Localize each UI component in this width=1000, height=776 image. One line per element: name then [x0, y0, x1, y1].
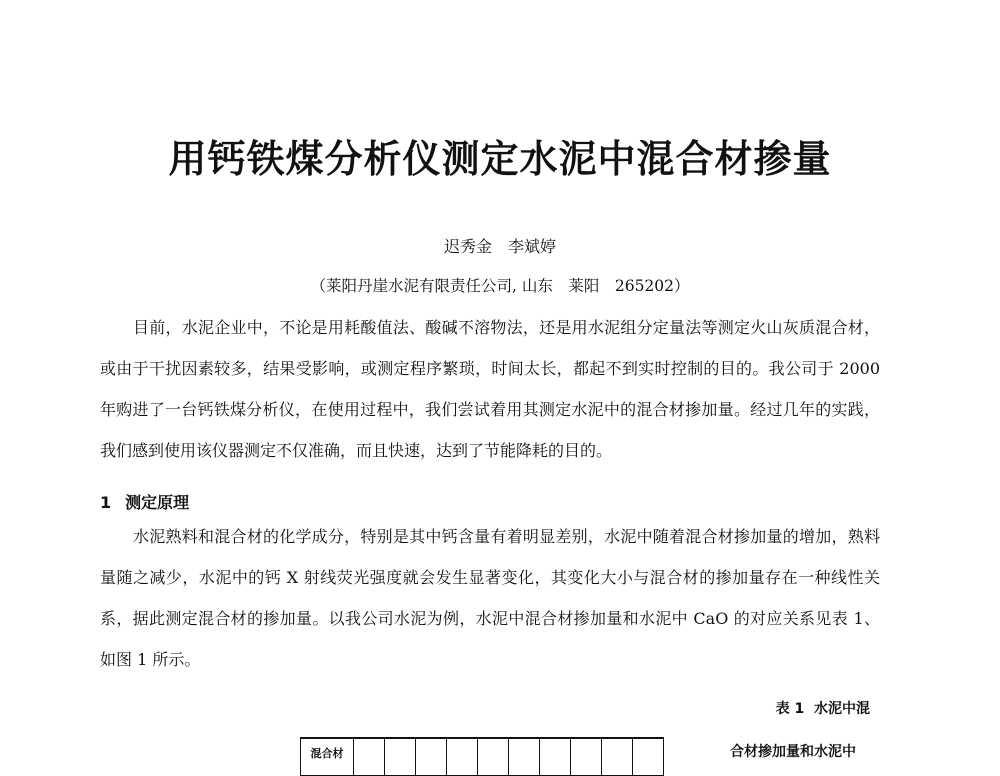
data-table: [300, 737, 664, 776]
table-cell: [571, 738, 602, 776]
table-cell: [354, 738, 385, 776]
intro-paragraph: 目前，水泥企业中，不论是用耗酸值法、酸碱不溶物法，还是用水泥组分定量法等测定火山灰质混合材，或由于干扰因素较多，结果受影响，或测定程序繁琐，时间太长，都起不到实时控制的目的。我公司于 2000 年购进了一台钙铁煤分析仪，在使用过程中，我们尝试着用其测定水泥中的混合材掺加量。经过几年的实践，我们感到使用该仪器测定不仅准确，而且快速，达到了节能降耗的目的。: [100, 318, 880, 460]
author-list: 迟秀金 李斌婷: [443, 237, 556, 256]
table-cell: [633, 738, 664, 776]
table-caption-label: 表 1: [775, 701, 805, 717]
table-cell: [447, 738, 478, 776]
principle-paragraph: 水泥熟料和混合材的化学成分，特别是其中钙含量有着明显差别，水泥中随着混合材掺加量的增加，熟料量随之减少，水泥中的钙 X 射线荧光强度就会发生显著变化，其变化大小与混合材的掺加量存在一种线性关系，据此测定混合材的掺加量。以我公司水泥为例，水泥中混合材掺加量和水泥中 CaO 的对应关系见表 1、如图 1 所示。: [100, 527, 880, 669]
affiliation: （莱阳丹崖水泥有限责任公司, 山东 莱阳 265202）: [310, 277, 690, 295]
table-header-cell: 混合材: [301, 738, 354, 776]
table-caption: [776, 698, 870, 718]
table-cell: [416, 738, 447, 776]
table-cell: [540, 738, 571, 776]
table-cell: [478, 738, 509, 776]
table-cell: [385, 738, 416, 776]
section-number: 1: [100, 493, 112, 512]
table-caption-continued: 合材掺加量和水泥中: [730, 744, 856, 760]
table-cell: [602, 738, 633, 776]
table-row: [301, 738, 664, 776]
table-cell: [509, 738, 540, 776]
section-title: 测定原理: [125, 493, 190, 512]
paper-title: 用钙铁煤分析仪测定水泥中混合材掺量: [168, 137, 832, 181]
section-heading: [100, 490, 189, 513]
table-caption-text: 水泥中混: [814, 701, 870, 717]
